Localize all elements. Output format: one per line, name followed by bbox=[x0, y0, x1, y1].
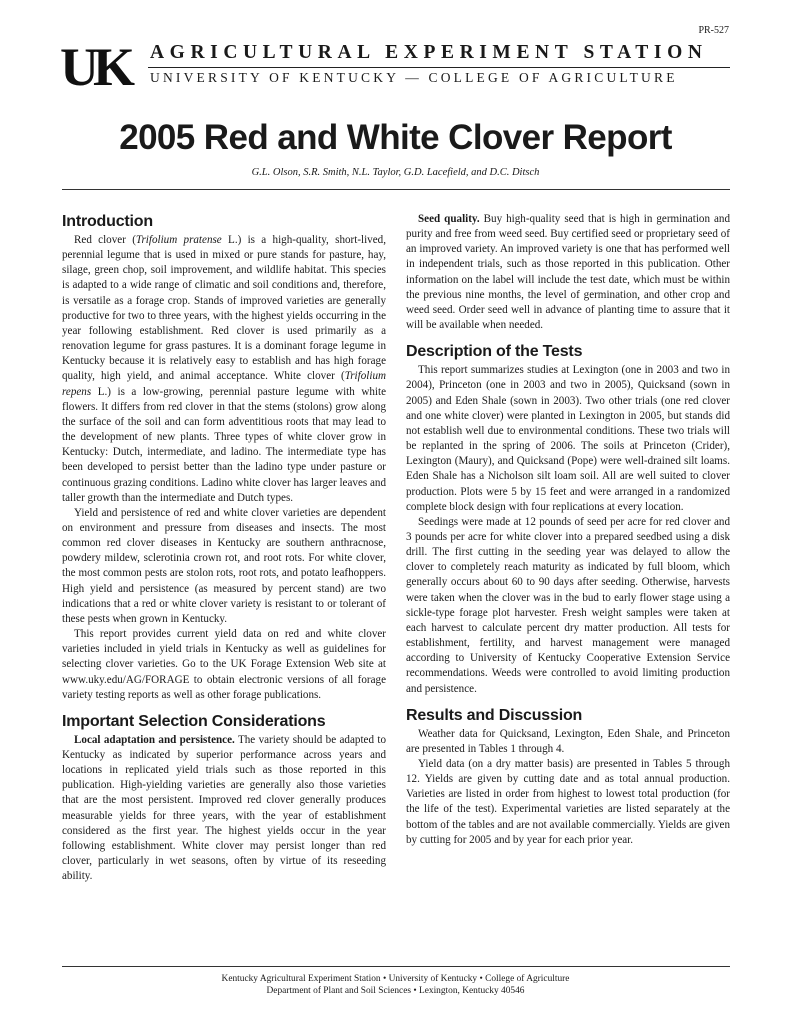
selection-heading: Important Selection Considerations bbox=[62, 712, 326, 730]
introduction-heading: Introduction bbox=[62, 213, 153, 230]
results-paragraph-1: Weather data for Quicksand, Lexington, Eden Shale, and Princeton are presented in Tables 1 through 4. bbox=[406, 727, 730, 755]
introduction-paragraph-1: Red clover (Trifolium pratense L.) is a high-quality, short-lived, perennial legume that is used in mixed or pure stands for pasture, hay, silage, green chop, soil improvement, and wildlife habitat. This species is adapted to a wide range of climatic and soil conditions and, therefore, is versatile as a forage crop. Stands of improved varieties are generally productive for two to three years, with the highest yields occurring in the year following establishment. Red clover is used primarily as a renovation legume for grass pastures. It is a dominant forage legume in Kentucky because it is relatively easy to establish and has high forage quality, high yield, and animal acceptance. White clover (Trifolium repens L.) is a low-growing, perennial pasture legume with white flowers. It differs from red clover in that the stems (stolons) grow along the surface of the soil and can form adventitious roots that may lead to the development of new plants. Three types of white clover grow in Kentucky: Dutch, intermediate, and ladino. The intermediate type has been developed to persist better than the ladino type under pasture or continuous grazing conditions. Ladino white clover has larger leaves and taller growth than the intermediate and Dutch types. bbox=[62, 234, 386, 504]
introduction-paragraph-2: Yield and persistence of red and white clover varieties are dependent on environment and pressure from diseases and insects. The most common red clover diseases in Kentucky are southern anthracnose, powdery mildew, sclerotinia crown rot, and root rots. For white clover, the most common pests are stolon rots, root rots, and potato leafhoppers. High yield and persistence (as measured by percent stand) are two indications that a red or white clover variety is resistant to or tolerant of these pests when grown in Kentucky. bbox=[62, 506, 386, 625]
authors: G.L. Olson, S.R. Smith, N.L. Taylor, G.D. Lacefield, and D.C. Ditsch bbox=[251, 167, 540, 178]
footer bbox=[0, 973, 791, 997]
footer-line-2: Department of Plant and Soil Sciences • Lexington, Kentucky 40546 bbox=[266, 986, 525, 996]
tests-paragraph-1: This report summarizes studies at Lexington (one in 2003 and two in 2004), Princeton (one in 2003 and two in 2005), Quicksand (sown in 2005) and Eden Shale (sown in 2003). Two other trials (one red clover and one white clover) were planted in Lexington in 2005, but stands did not establish well due to environmental conditions. These two trials will be replanted in the spring of 2006. The soils at Princeton (Crider), Lexington (Maury), and Quicksand (Pope) were well-drained silt loams. Eden Shale has a Nicholson silt loam soil. All are well suited to clover production. Plots were 5 by 15 feet and were arranged in a randomized complete block design with four replications at every location. bbox=[406, 364, 730, 513]
tests-heading: Description of the Tests bbox=[406, 343, 583, 361]
tests-paragraph-2: Seedings were made at 12 pounds of seed per acre for red clover and 3 pounds per acre for white clover into a prepared seedbed using a disk drill. The first cutting in the seeding year was delayed to allow the clover to completely reach maturity as indicated by full bloom, which generally occurs about 60 to 90 days after seeding. Otherwise, harvests were taken when the clover was in the bud to early flower stage using a sickle-type forage plot harvester. Fresh weight samples were taken at each harvest to calculate percent dry matter production. All tests for establishment, fertility, and harvest management were managed according to University of Kentucky Cooperative Extension Service recommendations. Weeds were controlled to avoid limiting production and persistence. bbox=[406, 515, 730, 695]
svg-text:UK: UK bbox=[60, 41, 129, 89]
station-name: AGRICULTURAL EXPERIMENT STATION bbox=[150, 42, 708, 63]
footer-line-1: Kentucky Agricultural Experiment Station • University of Kentucky • College of Agriculture bbox=[221, 974, 570, 984]
report-number: PR-527 bbox=[698, 25, 729, 36]
right-column bbox=[406, 212, 730, 848]
uk-logo bbox=[60, 41, 140, 89]
header-rule bbox=[148, 67, 730, 68]
left-column bbox=[62, 212, 386, 884]
results-paragraph-2: Yield data (on a dry matter basis) are presented in Tables 5 through 12. Yields are given by cutting date and as total annual production. Varieties are listed in order from highest to lowest total production (for the life of the test). Experimental varieties are listed separately at the bottom of the tables and are not available commercially. Yields are given by cutting for 2005 and by year for each prior year. bbox=[406, 758, 730, 846]
footer-rule bbox=[62, 966, 730, 967]
page-title: 2005 Red and White Clover Report bbox=[119, 118, 672, 157]
seed-quality-paragraph: Seed quality. Buy high-quality seed that is high in germination and purity and free from weed seed. Buy certified seed or proprietary seed of an improved variety. An improved variety is one that has performed well in independent trials, such as those reported in this publication. Other information on the label will include the test date, which must be within the previous nine months, the level of germination, and other crop and weed seed. Order seed well in advance of planting time to assure that it will be available when needed. bbox=[406, 213, 730, 332]
uk-logo-mark bbox=[60, 41, 140, 89]
introduction-paragraph-3: This report provides current yield data on red and white clover varieties included in yield trials in Kentucky as well as guidelines for selecting clover varieties. Go to the UK Forage Extension Web site at www.uky.edu/AG/FORAGE to obtain electronic versions of all forage variety testing reports as well as other forage publications. bbox=[62, 628, 386, 701]
selection-paragraph-1: Local adaptation and persistence. The variety should be adapted to Kentucky as indicated by superior performance across years and locations in replicated yield trials such as those reported in this publication. High-yielding varieties are generally also those varieties that are the most persistent. Improved red clover generally produces measurable yields for three years, with the year of establishment considered as the first year. The highest yields occur in the year following establishment. White clover may persist longer than red clover, particularly in wet seasons, often by virtue of its reseeding ability. bbox=[62, 733, 386, 883]
results-heading: Results and Discussion bbox=[406, 706, 583, 724]
title-rule bbox=[62, 189, 730, 190]
university-name: UNIVERSITY OF KENTUCKY — COLLEGE OF AGRICULTURE bbox=[150, 70, 678, 85]
